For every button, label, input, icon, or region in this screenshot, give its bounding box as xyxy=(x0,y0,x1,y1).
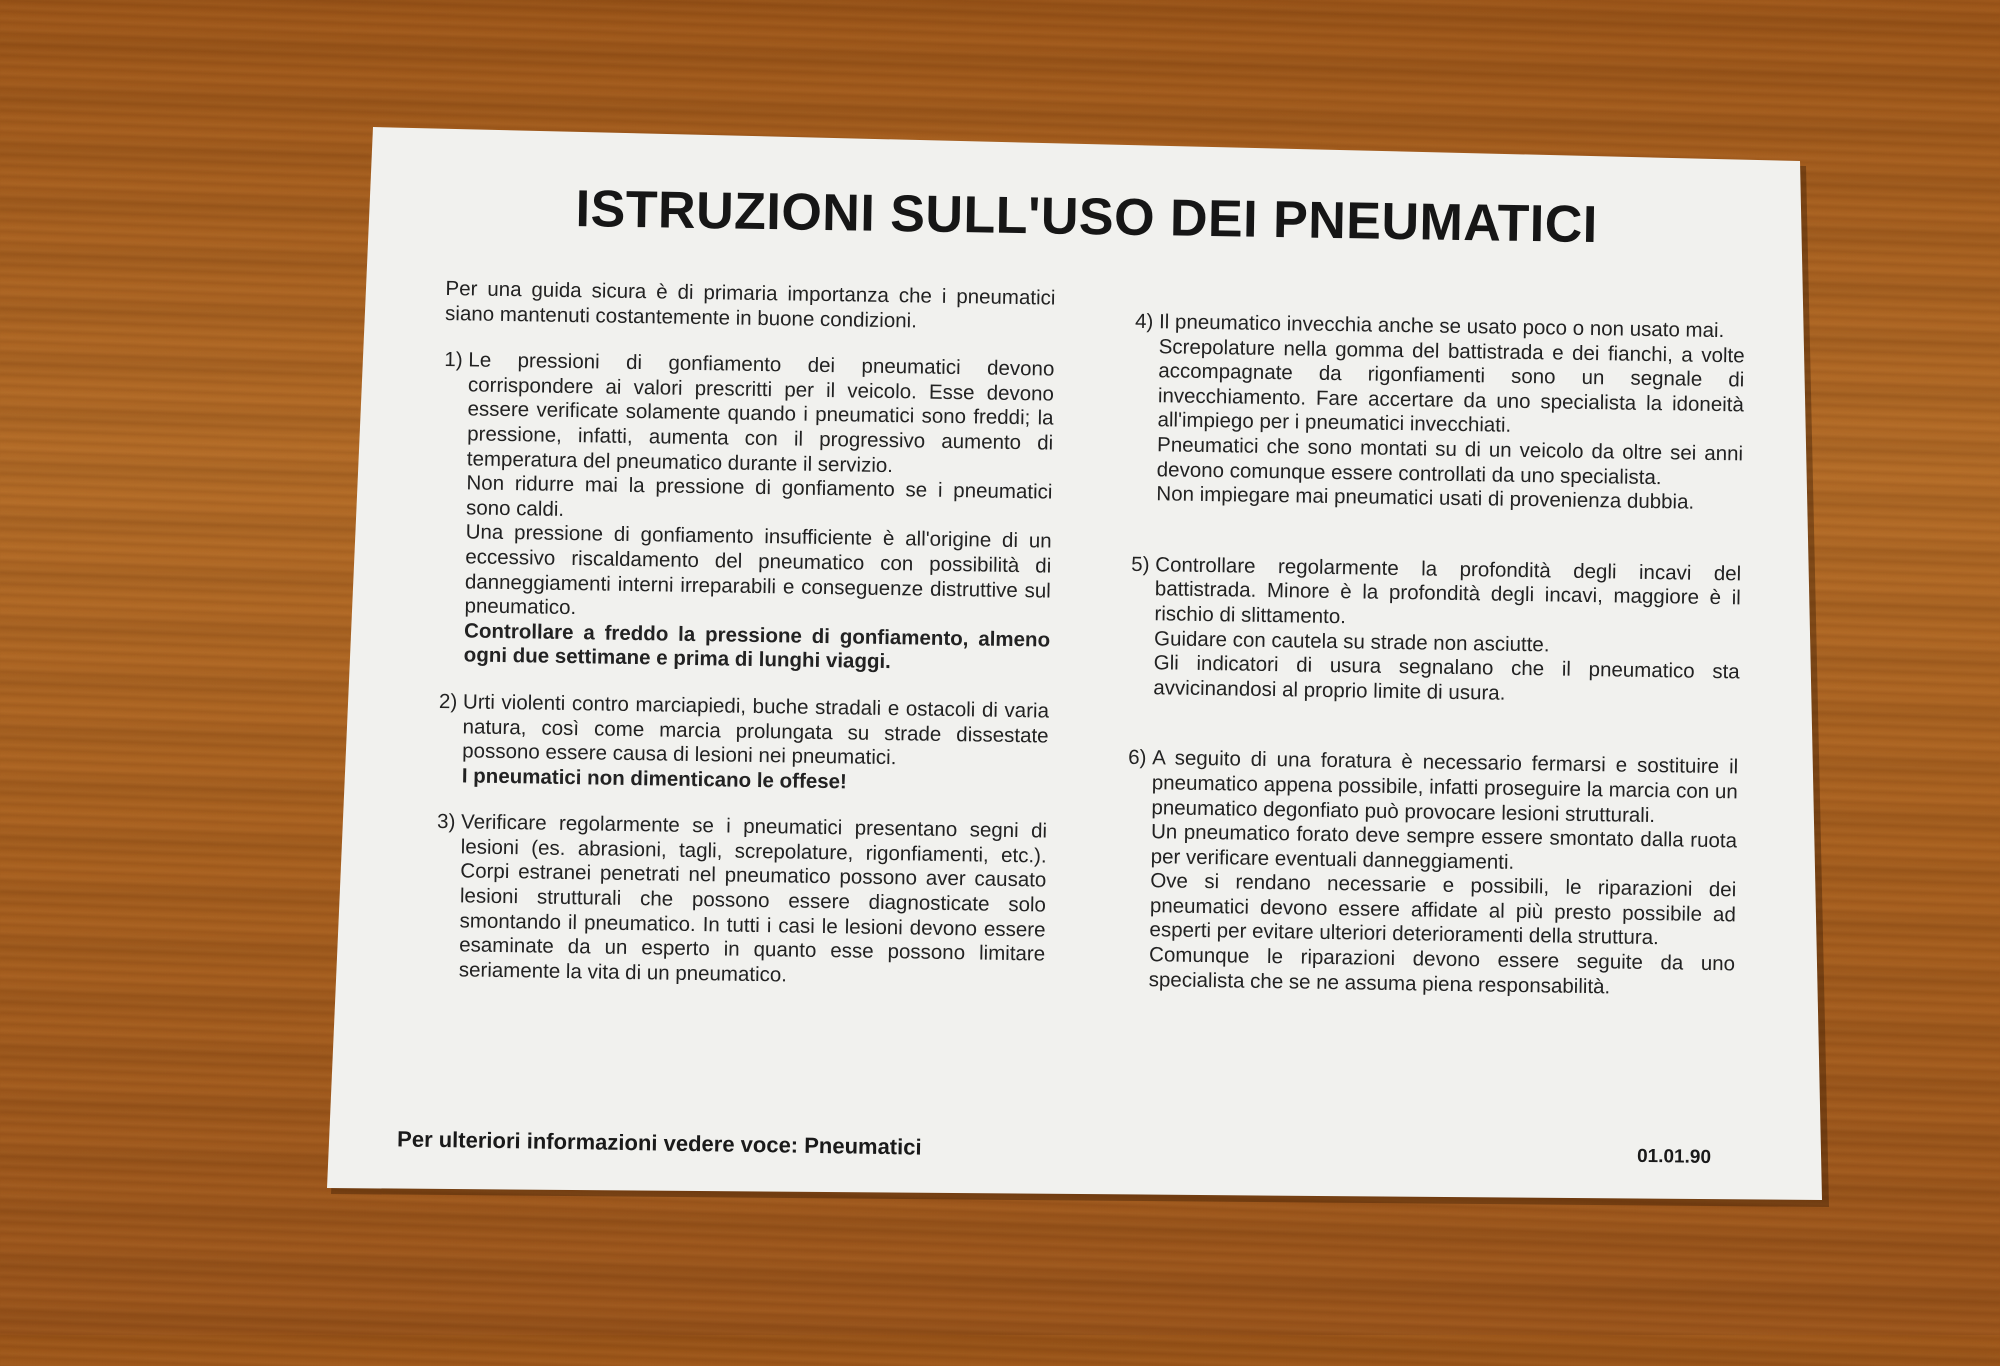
item-body xyxy=(1156,310,1745,516)
item-body xyxy=(462,690,1049,798)
instruction-item-5 xyxy=(1129,553,1741,710)
item-warning: I pneumatici non dimenticano le offese! xyxy=(461,764,848,794)
instruction-item-1 xyxy=(440,348,1055,677)
item-paragraph: Non impiegare mai pneumatici usati di provenienza dubbia. xyxy=(1156,482,1695,514)
item-body xyxy=(464,349,1055,678)
item-paragraph: Ove si rendano necessarie e possibili, le riparazioni dei pneumatici devono essere affidate al più presto possibile ad esperti per evitare ulteriori deterioramenti della struttura. xyxy=(1149,869,1737,950)
item-paragraph: Urti violenti contro marciapiedi, buche stradali e ostacoli di varia natura, così come marcia prolungata su strade dissestate possono essere causa di lesioni nei pneumatici. xyxy=(462,690,1050,770)
item-paragraph: Non ridurre mai la pressione di gonfiamento se i pneumatici sono caldi. xyxy=(465,471,1053,521)
footer-reference: Per ulteriori informazioni vedere voce: Pneumatici xyxy=(396,1126,922,1160)
item-paragraph: Comunque le riparazioni devono essere seguite da uno specialista che se ne assuma piena responsabilità. xyxy=(1148,943,1736,999)
card-title: ISTRUZIONI SULL'USO DEI PNEUMATICI xyxy=(575,180,1599,255)
item-number: 1) xyxy=(444,348,463,372)
item-number: 2) xyxy=(438,689,458,714)
item-number: 5) xyxy=(1131,552,1150,576)
item-paragraph: Pneumatici che sono montati su di un veicolo da oltre sei anni devono comunque essere controllati da uno specialista. xyxy=(1156,433,1744,489)
item-paragraph: Gli indicatori di usura segnalano che il pneumatico sta avvicinandosi al proprio limite di usura. xyxy=(1153,651,1740,705)
item-paragraph: Verificare regolarmente se i pneumatici presentano segni di lesioni (es. abrasioni, tagli, screpolature, rigonfiamenti, etc.). Corpi estranei penetrati nel pneumatico possono aver causato lesioni strutturali che possono essere diagnosticate solo smontando il pneumatico. In tutti i casi le lesioni devono essere esaminate da un esperto in quanto esse possono limitare seriamente la vita di un pneumatico. xyxy=(458,810,1048,987)
item-body xyxy=(1149,747,1739,1002)
document-date: 01.01.90 xyxy=(1636,1145,1712,1169)
item-paragraph: Screpolature nella gomma del battistrada e dei fianchi, a volte accompagnate da rigonfiamenti sono un segnale di invecchiamento. Fare accertare da uno specialista la idoneità all'impiego per i pneumatici invecchiati. xyxy=(1157,334,1745,438)
instruction-item-3 xyxy=(435,810,1048,992)
item-body xyxy=(459,811,1048,992)
item-number: 6) xyxy=(1128,746,1147,770)
intro-paragraph: Per una guida sicura è di primaria importanza che i pneumatici siano mantenuti costantemente in buone condizioni. xyxy=(444,277,1056,333)
item-warning: Controllare a freddo la pressione di gonfiamento, almeno ogni due settimane e prima di lunghi viaggi. xyxy=(463,619,1051,674)
item-body xyxy=(1153,553,1741,710)
item-paragraph: Una pressione di gonfiamento insufficiente è all'origine di un eccessivo riscaldamento del pneumatico con possibilità di danneggiamenti interni irreparabili e conseguenze distruttive sul pneumatico. xyxy=(464,520,1052,620)
item-paragraph: Un pneumatico forato deve sempre essere smontato dalla ruota per verificare eventuali danneggiamenti. xyxy=(1150,820,1738,874)
item-number: 4) xyxy=(1134,309,1154,334)
left-column xyxy=(434,277,1055,1014)
item-number: 3) xyxy=(436,810,456,834)
item-paragraph: Il pneumatico invecchia anche se usato poco o non usato mai. xyxy=(1158,310,1725,343)
right-column xyxy=(1124,310,1745,1024)
instruction-item-2 xyxy=(438,690,1049,798)
item-paragraph: Le pressioni di gonfiamento dei pneumatici devono corrispondere ai valori prescritti per il veicolo. Esse devono essere verificate solamente quando i pneumatici sono freddi; la pressione, infatti, aumenta con il progressivo aumento di temperatura del pneumatico durante il servizio. xyxy=(466,348,1055,477)
item-paragraph: Controllare regolarmente la profondità degli incavi del battistrada. Minore è la profondità degli incavi, maggiore è il rischio di slittamento. xyxy=(1154,552,1742,629)
item-paragraph: A seguito di una foratura è necessario fermarsi e sostituire il pneumatico appena possibile, infatti proseguire la marcia con un pneumatico degonfiato può provocare lesioni strutturali. xyxy=(1151,746,1739,827)
instruction-item-4 xyxy=(1132,310,1745,516)
instruction-item-6 xyxy=(1125,746,1739,1001)
item-paragraph: Guidare con cautela su strade non asciutte. xyxy=(1153,626,1550,656)
